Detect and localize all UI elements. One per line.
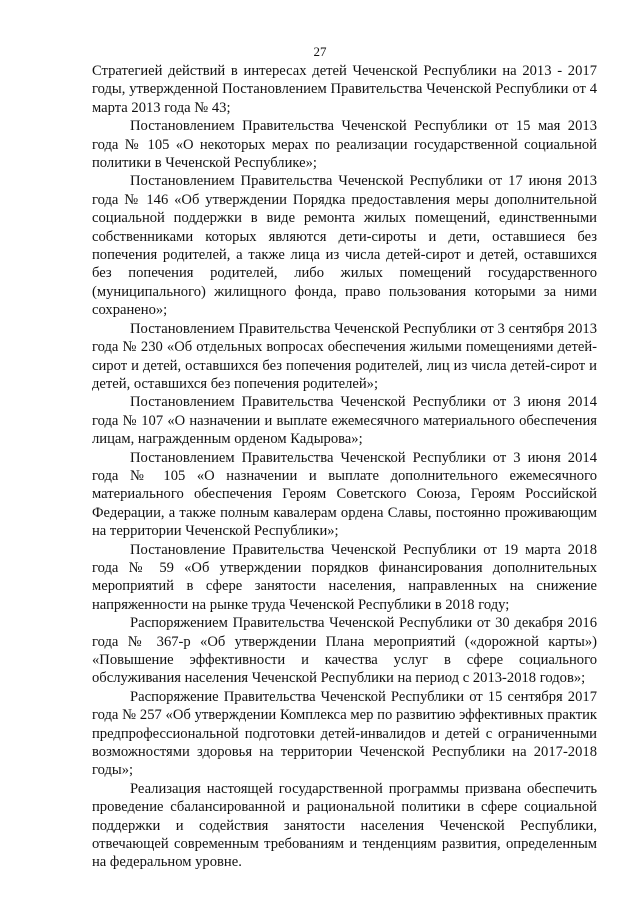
paragraph-5: Постановлением Правительства Чеченской Республики от 3 июня 2014 года № 107 «О назначении и выплате ежемесячного материального обеспечения лицам, награжденным орденом Кадырова»;: [92, 394, 597, 448]
paragraph-10: Реализация настоящей государственной программы призвана обеспечить проведение сбалансированной и рациональной политики в сфере социальной поддержки и содействия занятости населения Чеченской Республики, отвечающей современным требованиям и тенденциям развития, определенным на федеральном уровне.: [92, 780, 597, 871]
page-number: 27: [313, 44, 327, 59]
paragraph-7: Постановление Правительства Чеченской Республики от 19 марта 2018 года № 59 «Об утверждении порядков финансирования дополнительных мероприятий в сфере занятости населения, направленных на снижение напряженности на рынке труда Чеченской Республики в 2018 году;: [92, 541, 597, 613]
paragraph-8: Распоряжением Правительства Чеченской Республики от 30 декабря 2016 года № 367-р «Об утверждении Плана мероприятий («дорожной карты») «Повышение эффективности и качества услуг в сфере социального обслуживания населения Чеченской Республики на период с 2013-2018 годов»;: [92, 615, 597, 687]
document-body: [92, 62, 597, 872]
paragraph-6: Постановлением Правительства Чеченской Республики от 3 июня 2014 года № 105 «О назначении и выплате дополнительного ежемесячного материального обеспечения Героям Советского Союза, Героям Российской Федерации, а также полным кавалерам ордена Славы, постоянно проживающим на территории Чеченской Республики»;: [92, 449, 597, 540]
paragraph-2: Постановлением Правительства Чеченской Республики от 15 мая 2013 года № 105 «О некоторых мерах по реализации государственной социальной политики в Чеченской Республике»;: [92, 118, 597, 172]
paragraph-9: Распоряжение Правительства Чеченской Республики от 15 сентября 2017 года № 257 «Об утверждении Комплекса мер по развитию эффективных практик предпрофессиональной подготовки детей-инвалидов и детей с ограниченными возможностями здоровья на территории Чеченской Республики на 2017-2018 годы»;: [92, 688, 597, 779]
paragraph-3: Постановлением Правительства Чеченской Республики от 17 июня 2013 года № 146 «Об утверждении Порядка предоставления меры дополнительной социальной поддержки в виде ремонта жилых помещений, единственными собственниками которых являются дети-сироты и дети, оставшиеся без попечения родителей, а также лица из числа детей-сирот и детей, оставшихся без попечения родителей, либо жилых помещений государственного (муниципального) жилищного фонда, право пользования которыми за ними сохранено»;: [92, 173, 597, 319]
paragraph-4: Постановлением Правительства Чеченской Республики от 3 сентября 2013 года № 230 «Об отдельных вопросах обеспечения жилыми помещениями детей-сирот и детей, оставшихся без попечения родителей, лиц из числа детей-сирот и детей, оставшихся без попечения родителей»;: [92, 320, 597, 392]
paragraph-1: Стратегией действий в интересах детей Чеченской Республики на 2013 - 2017 годы, утвержденной Постановлением Правительства Чеченской Республики от 4 марта 2013 года № 43;: [92, 63, 597, 116]
